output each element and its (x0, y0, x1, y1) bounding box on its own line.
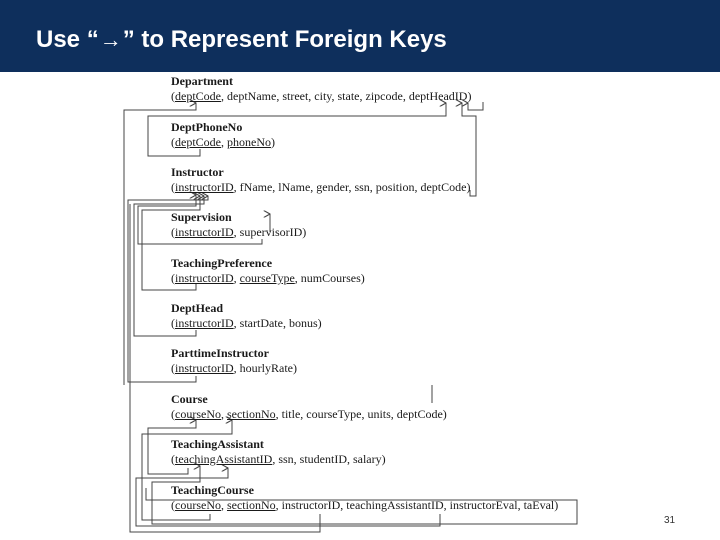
key-attribute: sectionNo (226, 498, 276, 512)
attribute-text: ( (171, 316, 175, 330)
attribute-text: , fName, lName, gender, ssn, position, deptCode) (233, 180, 471, 194)
key-attribute: courseNo (175, 407, 221, 421)
key-attribute: courseType (239, 271, 295, 285)
attribute-text: ( (171, 452, 175, 466)
attribute-text: , startDate, bonus) (233, 316, 322, 330)
relation-instructor (171, 165, 470, 195)
attribute-text: , instructorID, teachingAssistantID, instructorEval, taEval) (275, 498, 559, 512)
relation-name: Department (171, 74, 233, 88)
relation-attributes (171, 89, 471, 104)
key-attribute: instructorID (175, 361, 234, 375)
key-attribute: instructorID (175, 316, 234, 330)
relation-attributes (171, 361, 297, 376)
relation-teaching-course (171, 483, 558, 513)
attribute-text: , numCourses) (294, 271, 365, 285)
relation-attributes (171, 225, 306, 240)
right-arrow-icon: → (99, 27, 122, 52)
relation-name: TeachingPreference (171, 256, 273, 270)
relation-teaching-preference (171, 256, 365, 286)
attribute-text: ( (171, 498, 175, 512)
relation-department (171, 74, 471, 104)
relation-dept-head (171, 301, 322, 331)
title-prefix: Use “ (36, 26, 99, 53)
relation-dept-phone-no (171, 120, 275, 150)
attribute-text: ) (271, 135, 275, 149)
relation-supervision (171, 210, 306, 240)
key-attribute: deptCode (175, 89, 221, 103)
relation-attributes (171, 407, 447, 422)
attribute-text: , supervisorID) (233, 225, 307, 239)
attribute-text: ( (171, 361, 175, 375)
attribute-text: ( (171, 225, 175, 239)
attribute-text: ( (171, 135, 175, 149)
key-attribute: instructorID (175, 180, 234, 194)
attribute-text: ( (171, 271, 175, 285)
relation-name: TeachingAssistant (171, 437, 264, 451)
attribute-text: , ssn, studentID, salary) (272, 452, 386, 466)
attribute-text: ( (171, 180, 175, 194)
relation-name: Instructor (171, 165, 224, 179)
attribute-text: , deptName, street, city, state, zipcode, deptHeadID) (221, 89, 472, 103)
relation-name: ParttimeInstructor (171, 346, 269, 360)
relation-course (171, 392, 447, 422)
attribute-text: , (220, 498, 227, 512)
key-attribute: instructorID (175, 225, 234, 239)
relation-name: DeptHead (171, 301, 223, 315)
page-number: 31 (664, 515, 676, 526)
key-attribute: instructorID (175, 271, 234, 285)
key-attribute: teachingAssistantID (175, 452, 273, 466)
attribute-text: , (233, 271, 240, 285)
relation-attributes (171, 452, 386, 467)
key-attribute: deptCode (175, 135, 221, 149)
relation-attributes (171, 271, 365, 286)
attribute-text: ( (171, 407, 175, 421)
relation-attributes (171, 180, 470, 195)
relation-teaching-assistant (171, 437, 386, 467)
relation-name: Supervision (171, 210, 232, 224)
key-attribute: courseNo (175, 498, 221, 512)
relation-attributes (171, 498, 558, 513)
attribute-text: , (220, 407, 227, 421)
relation-attributes (171, 316, 322, 331)
relation-name: DeptPhoneNo (171, 120, 243, 134)
relation-name: TeachingCourse (171, 483, 254, 497)
relation-name: Course (171, 392, 208, 406)
attribute-text: , title, courseType, units, deptCode) (275, 407, 447, 421)
attribute-text: , (221, 135, 227, 149)
key-attribute: phoneNo (227, 135, 271, 149)
title-suffix: ” to Represent Foreign Keys (122, 26, 447, 53)
relation-parttime-instructor (171, 346, 297, 376)
attribute-text: , hourlyRate) (233, 361, 297, 375)
attribute-text: ( (171, 89, 175, 103)
key-attribute: sectionNo (226, 407, 276, 421)
relation-attributes (171, 135, 275, 150)
